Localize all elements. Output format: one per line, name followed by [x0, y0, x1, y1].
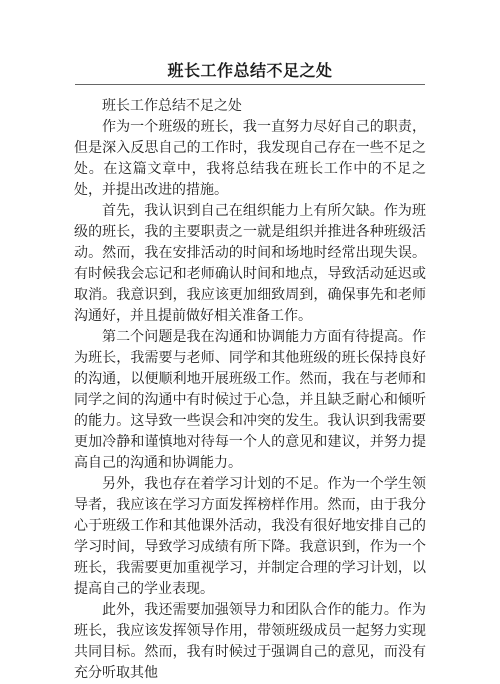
document-body: [74, 96, 426, 684]
document-title: 班长工作总结不足之处: [167, 61, 333, 80]
paragraph-organization: 首先，我认识到自己在组织能力上有所欠缺。作为班级的班长，我的主要职责之一就是组织并推进各种班级活动。然而，我在安排活动的时间和场地时经常出现失误。有时候我会忘记和老师确认时间和地点，导致活动延迟或取消。我意识到，我应该更加细致周到，确保事先和老师沟通好，并且提前做好相关准备工作。: [74, 203, 426, 324]
paragraph-heading: 班长工作总结不足之处: [102, 98, 242, 114]
paragraph-leadership: 此外，我还需要加强领导力和团队合作的能力。作为班长，我应该发挥领导作用，带领班级成员一起努力实现共同目标。然而，我有时候过于强调自己的意见，而没有充分听取其他: [74, 602, 426, 681]
paragraph-study-plan: 另外，我也存在着学习计划的不足。作为一个学生领导者，我应该在学习方面发挥榜样作用。然而，由于我分心于班级工作和其他课外活动，我没有很好地安排自己的学习时间，导致学习成绩有所下降。我意识到，作为一个班长，我需要更加重视学习，并制定合理的学习计划，以提高自己的学业表现。: [74, 476, 426, 597]
paragraph-communication: 第二个问题是我在沟通和协调能力方面有待提高。作为班长，我需要与老师、同学和其他班级的班长保持良好的沟通，以便顺利地开展班级工作。然而，我在与老师和同学之间的沟通中有时候过于心急，并且缺乏耐心和倾听的能力。这导致一些误会和冲突的发生。我认识到我需要更加冷静和谨慎地对待每一个人的意见和建议，并努力提高自己的沟通和协调能力。: [74, 329, 426, 471]
paragraph-intro: 作为一个班级的班长，我一直努力尽好自己的职责，但是深入反思自己的工作时，我发现自己存在一些不足之处。在这篇文章中，我将总结我在班长工作中的不足之处，并提出改进的措施。: [74, 119, 426, 198]
title-divider: [75, 84, 425, 85]
